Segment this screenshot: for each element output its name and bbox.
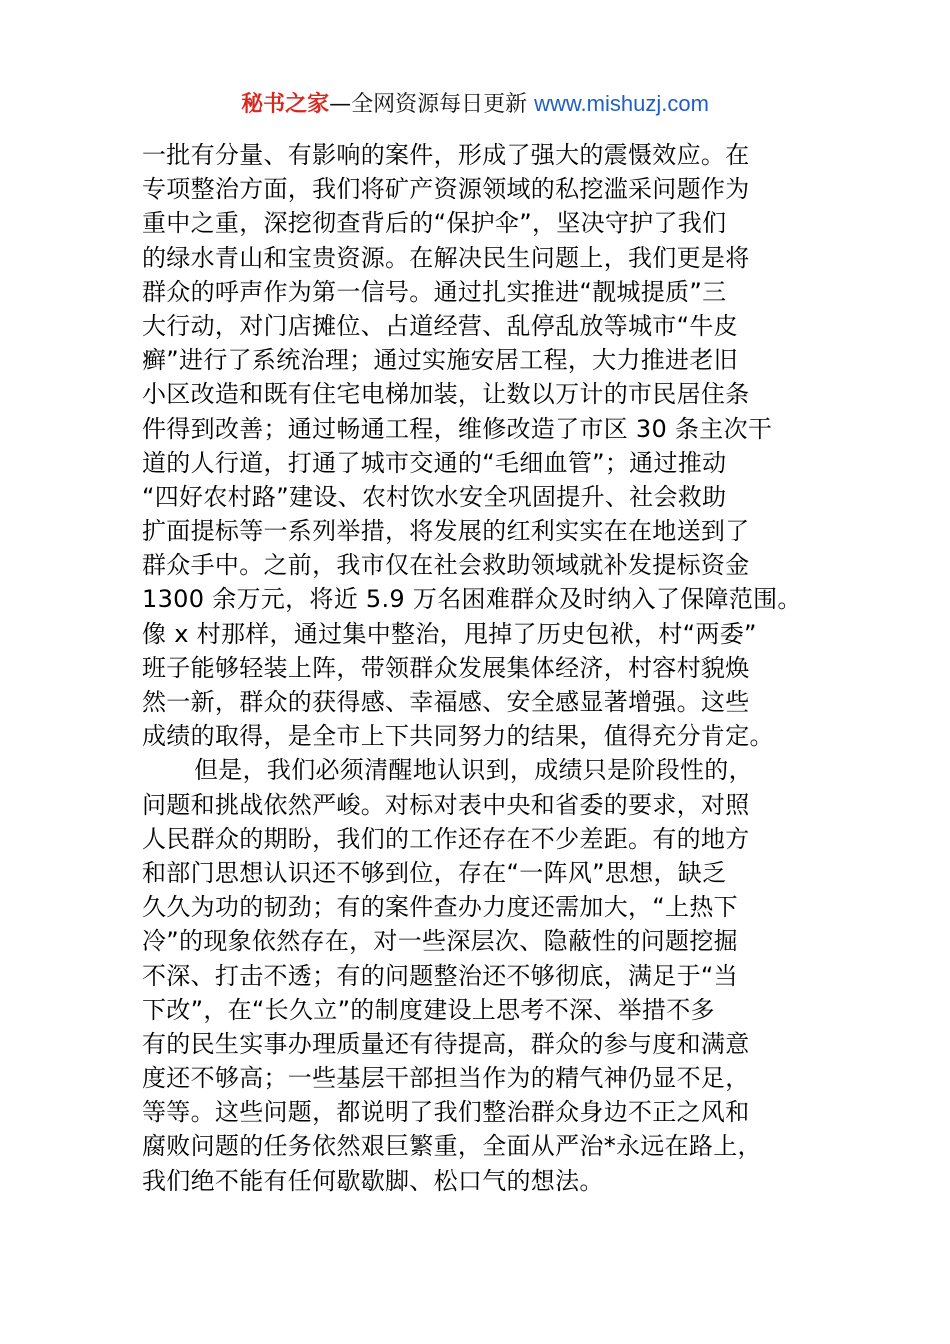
text-line: 大行动，对门店摊位、占道经营、乱停乱放等城市“牛皮 <box>142 311 738 340</box>
page-header <box>0 88 950 121</box>
text-line: 癣”进行了系统治理；通过实施安居工程，大力推进老旧 <box>142 346 738 375</box>
text-line: 件得到改善；通过畅通工程，维修改造了市区 30 条主次干 <box>142 414 773 443</box>
text-line: 然一新，群众的获得感、幸福感、安全感显著增强。这些 <box>142 688 750 716</box>
text-line: 扩面提标等一系列举措，将发展的红利实实在在地送到了 <box>142 517 750 546</box>
body-text <box>142 138 810 1198</box>
header-tagline: —全网资源每日更新 <box>329 92 535 117</box>
text-line: 久久为功的韧劲；有的案件查办力度还需加大，“上热下 <box>142 893 738 922</box>
text-line: 群众手中。之前，我市仅在社会救助领域就补发提标资金 <box>142 551 750 580</box>
text-line: 道的人行道，打通了城市交通的“毛细血管”；通过推动 <box>142 448 727 477</box>
text-line: 下改”，在“长久立”的制度建设上思考不深、举措不多 <box>142 995 715 1024</box>
text-line: 度还不够高；一些基层干部担当作为的精气神仍显不足， <box>142 1064 750 1093</box>
text-line: 等等。这些问题，都说明了我们整治群众身边不正之风和 <box>142 1098 750 1127</box>
text-line: 群众的呼声作为第一信号。通过扎实推进“靓城提质”三 <box>142 277 727 306</box>
text-line: 成绩的取得，是全市上下共同努力的结果，值得充分肯定。 <box>142 722 774 751</box>
text-line: 有的民生实事办理质量还有待提高，群众的参与度和满意 <box>142 1029 750 1058</box>
text-line: 冷”的现象依然存在，对一些深层次、隐蔽性的问题挖掘 <box>142 927 738 956</box>
text-line: 小区改造和既有住宅电梯加装，让数以万计的市民居住条 <box>142 380 750 409</box>
text-line: 像 x 村那样，通过集中整治，甩掉了历史包袱，村“两委” <box>142 619 757 648</box>
text-line: 腐败问题的任务依然艰巨繁重，全面从严治*永远在路上， <box>142 1132 762 1161</box>
text-line: 不深、打击不透；有的问题整治还不够彻底，满足于“当 <box>142 961 738 990</box>
paragraph-start-line: 但是，我们必须清醒地认识到，成绩只是阶段性的， <box>194 756 753 785</box>
text-line: 重中之重，深挖彻查背后的“保护伞”，坚决守护了我们 <box>142 209 727 238</box>
brand-name: 秘书之家 <box>241 92 330 117</box>
text-line: 我们绝不能有任何歇歇脚、松口气的想法。 <box>142 1166 604 1195</box>
site-url-link[interactable]: www.mishuzj.com <box>534 91 709 116</box>
text-line: 一批有分量、有影响的案件，形成了强大的震慑效应。在 <box>142 141 750 169</box>
text-line: 问题和挑战依然严峻。对标对表中央和省委的要求，对照 <box>142 790 750 819</box>
text-line: 和部门思想认识还不够到位，存在“一阵风”思想，缺乏 <box>142 858 727 887</box>
text-line: 班子能够轻装上阵，带领群众发展集体经济，村容村貌焕 <box>142 653 750 682</box>
text-line: 专项整治方面，我们将矿产资源领域的私挖滥采问题作为 <box>142 175 750 204</box>
text-line: 1300 余万元，将近 5.9 万名困难群众及时纳入了保障范围。 <box>142 585 802 614</box>
text-line: 的绿水青山和宝贵资源。在解决民生问题上，我们更是将 <box>142 243 750 272</box>
text-line: “四好农村路”建设、农村饮水安全巩固提升、社会救助 <box>142 482 727 511</box>
text-line: 人民群众的期盼，我们的工作还存在不少差距。有的地方 <box>142 824 750 853</box>
